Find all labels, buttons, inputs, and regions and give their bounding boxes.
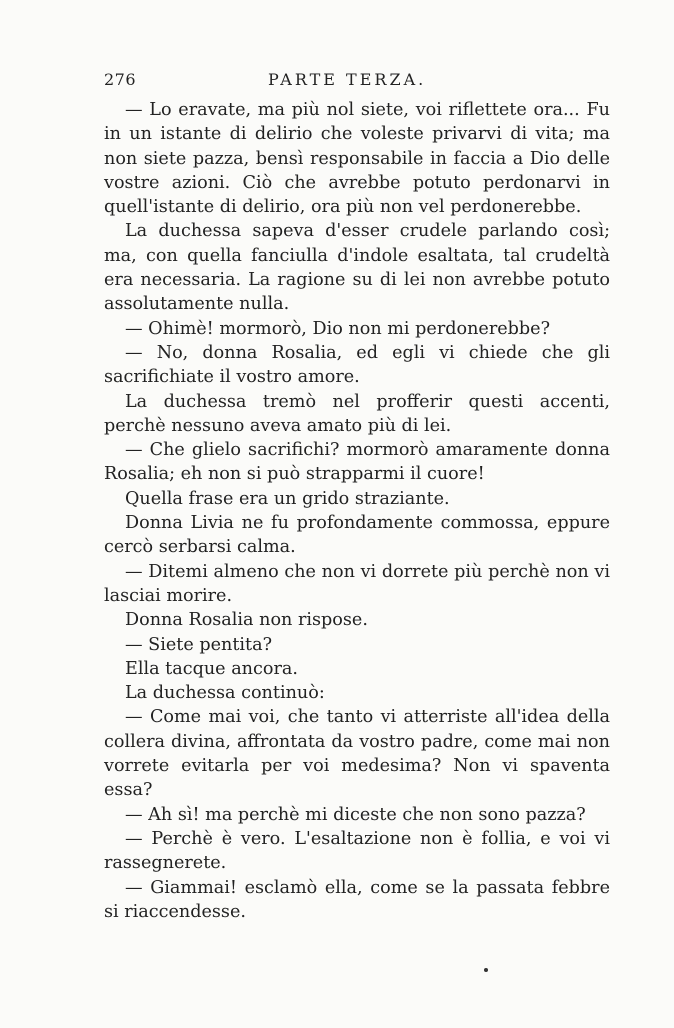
paragraph: La duchessa continuò: — [125, 683, 325, 704]
page-number: 276 — [104, 70, 137, 89]
paragraph: La duchessa sapeva d'esser crudele parlando così; ma, con quella fanciulla d'indole esaltata, tal crudeltà era necessaria. La ragione su di lei non avrebbe potuto assolutamente nulla. — [104, 221, 610, 315]
page-header — [104, 70, 610, 98]
paragraph: — Lo eravate, ma più nol siete, voi riflettete ora... Fu in un istante di delirio che voleste privarvi di vita; ma non siete pazza, bensì responsabile in faccia a Dio delle vostre azioni. Ciò che avrebbe potuto perdonarvi in quell'istante di delirio, ora più non vel perdonerebbe. — [104, 100, 610, 218]
running-title: PARTE TERZA. — [268, 70, 427, 89]
paragraph: Quella frase era un grido straziante. — [125, 488, 450, 509]
paragraph: — Ditemi almeno che non vi dorrete più perchè non vi lasciai morire. — [104, 561, 610, 606]
paragraph: — Giammai! esclamò ella, come se la passata febbre si riaccendesse. — [104, 877, 610, 922]
paragraph: Ella tacque ancora. — [125, 658, 298, 679]
paragraph: — Siete pentita? — [125, 634, 273, 655]
body-text — [104, 98, 610, 924]
ink-speck — [484, 968, 488, 972]
book-page — [104, 70, 610, 924]
paragraph: — Ah sì! ma perchè mi diceste che non sono pazza? — [125, 804, 586, 825]
paragraph: — Ohimè! mormorò, Dio non mi perdonerebbe? — [125, 318, 551, 339]
paragraph: — No, donna Rosalia, ed egli vi chiede che gli sacrifichiate il vostro amore. — [104, 342, 610, 388]
paragraph: — Come mai voi, che tanto vi atterriste all'idea della collera divina, affrontata da vostro padre, come mai non vorrete evitarla per voi medesima? Non vi spaventa essa? — [104, 707, 610, 801]
paragraph: — Che glielo sacrifichi? mormorò amaramente donna Rosalia; eh non si può strapparmi il cuore! — [104, 440, 610, 485]
paragraph: — Perchè è vero. L'esaltazione non è follia, e voi vi rassegnerete. — [104, 828, 610, 874]
paragraph: Donna Rosalia non rispose. — [125, 610, 368, 631]
paragraph: Donna Livia ne fu profondamente commossa, eppure cercò serbarsi calma. — [104, 513, 610, 558]
paragraph: La duchessa tremò nel profferir questi accenti, perchè nessuno aveva amato più di lei. — [104, 391, 610, 436]
